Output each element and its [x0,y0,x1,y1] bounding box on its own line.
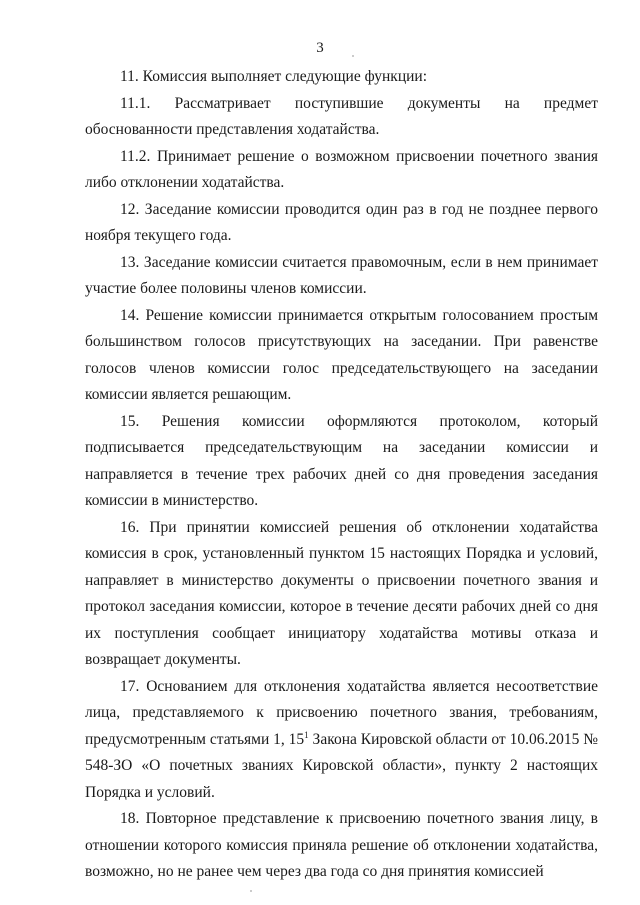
paragraph-14: 14. Решение комиссии принимается открытым голосованием простым большинством голосов присутствующих на заседании. При равенстве голосов членов комиссии голос председательствующего на заседании комиссии является решающим. [85,306,598,403]
page-number: 3 [316,40,324,56]
paragraph-11-1: 11.1. Рассматривает поступившие документы на предмет обоснованности представления ходатайства. [85,94,598,138]
paragraph-17-superscript: 1 [304,729,309,740]
paragraph-11-2: 11.2. Принимает решение о возможном присвоении почетного звания либо отклонении ходатайства. [85,147,598,191]
paragraph-16: 16. При принятии комиссией решения об отклонении ходатайства комиссия в срок, установленный пунктом 15 настоящих Порядка и условий, направляет в министерство документы о присвоении почетного звания и протокол заседания комиссии, которое в течение десяти рабочих дней со дня их поступления сообщает инициатору ходатайства мотивы отказа и возвращает документы. [85,518,598,668]
paragraph-17-text-a: 17. Основанием для отклонения ходатайства является несоответствие лица, представляемого к присвоению почетного звания, требованиям, предусмотренным статьями 1, 15 [85,677,598,748]
scan-speck [352,55,354,57]
paragraph-17-text-b: Закона Кировской области от 10.06.2015 № 548-ЗО «О почетных званиях Кировской области», пункту 2 настоящих Порядка и условий. [85,730,598,801]
paragraph-13: 13. Заседание комиссии считается правомочным, если в нем принимает участие более половины членов комиссии. [85,253,598,297]
document-body [85,64,598,886]
paragraph-15: 15. Решения комиссии оформляются протоколом, который подписывается председательствующим на заседании комиссии и направляется в течение трех рабочих дней со дня проведения заседания комиссии в министерство. [85,412,598,509]
paragraph-11: 11. Комиссия выполняет следующие функции: [120,68,428,85]
scan-speck [250,890,252,892]
paragraph-18: 18. Повторное представление к присвоению почетного звания лицу, в отношении которого комиссия приняла решение об отклонении ходатайства, возможно, но не ранее чем через два года со дня принятия комиссией [85,810,598,880]
paragraph-12: 12. Заседание комиссии проводится один раз в год не позднее первого ноября текущего года. [85,200,598,244]
paragraph-17 [85,674,598,807]
